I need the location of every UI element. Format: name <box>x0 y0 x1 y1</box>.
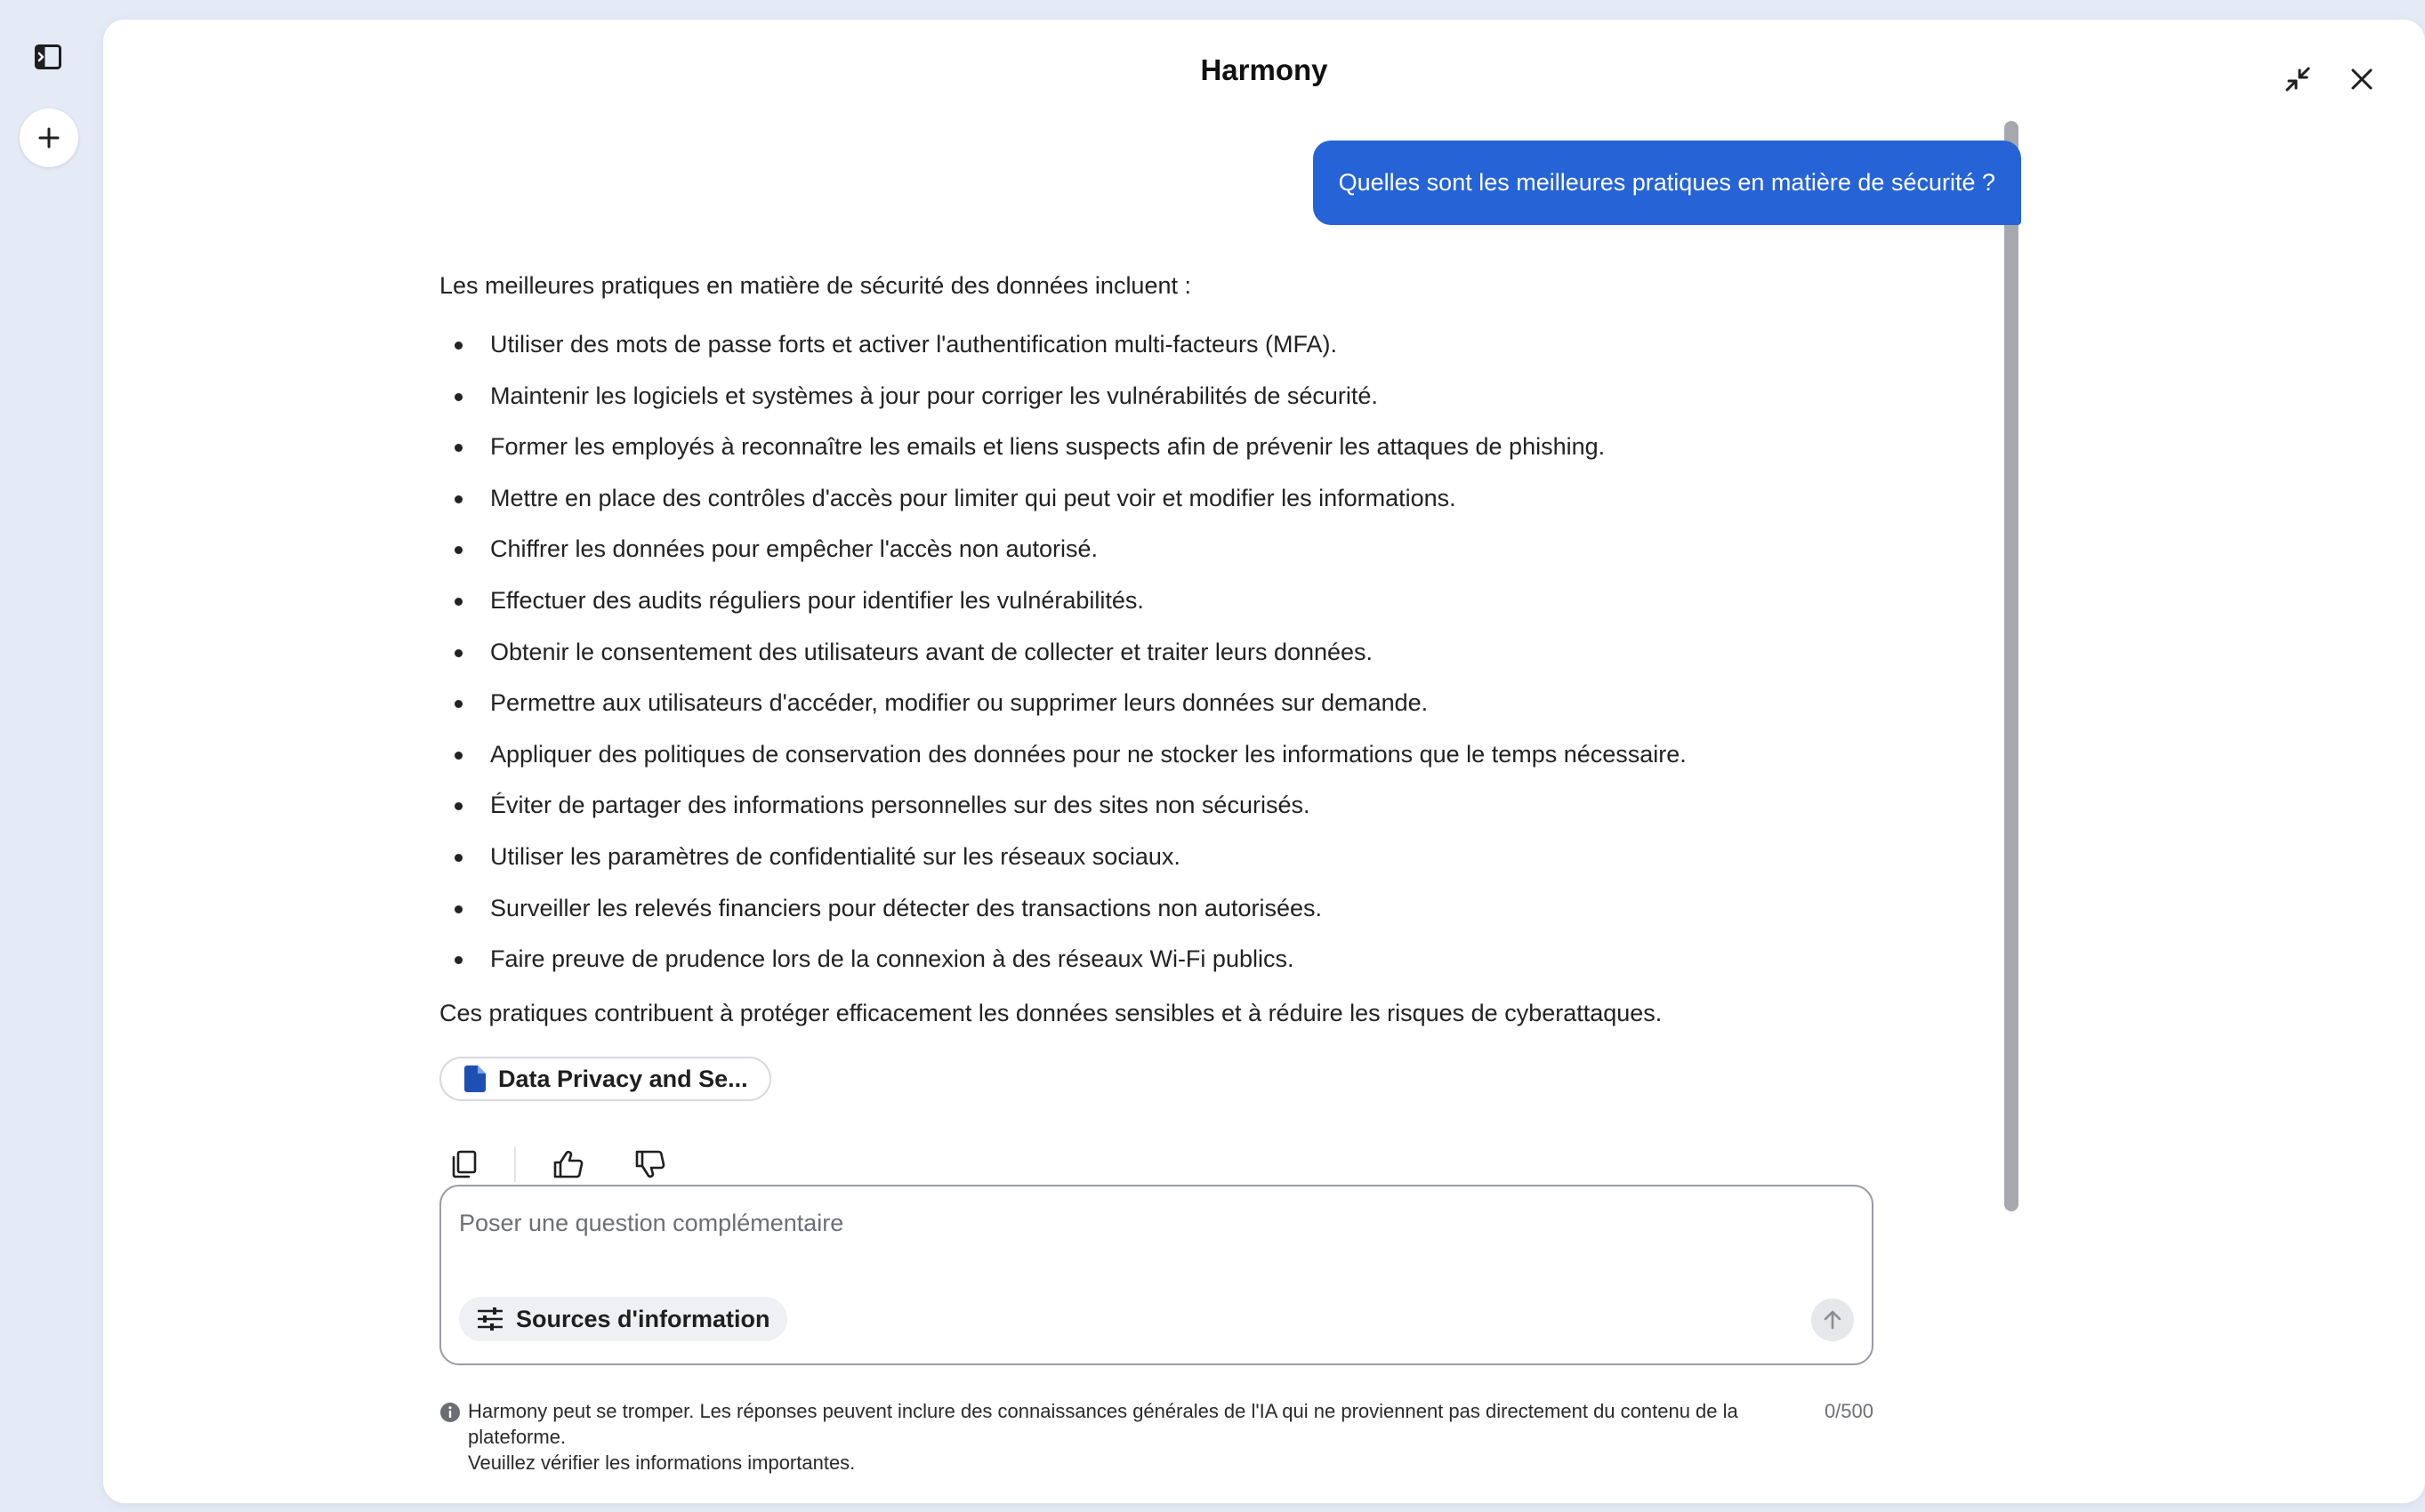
send-button[interactable] <box>1811 1299 1854 1341</box>
follow-up-input[interactable] <box>459 1210 1847 1237</box>
message-actions <box>439 1140 674 1188</box>
page-title: Harmony <box>1200 53 1328 86</box>
list-item: Faire preuve de prudence lors de la connexion à des réseaux Wi-Fi publics. <box>490 934 1907 985</box>
copy-button[interactable] <box>439 1140 487 1188</box>
list-item: Utiliser les paramètres de confidentialité sur les réseaux sociaux. <box>490 832 1907 883</box>
composer <box>439 1185 1873 1365</box>
disclaimer-line: Veuillez vérifier les informations importantes. <box>468 1452 856 1474</box>
answer-intro: Les meilleures pratiques en matière de sécurité des données incluent : <box>439 272 1191 299</box>
document-icon <box>464 1066 486 1092</box>
list-item: Surveiller les relevés financiers pour détecter des transactions non autorisées. <box>490 883 1907 935</box>
thumbs-up-button[interactable] <box>544 1140 592 1188</box>
character-counter: 0/500 <box>1824 1400 1873 1422</box>
list-item: Permettre aux utilisateurs d'accéder, modifier ou supprimer leurs données sur demande. <box>490 678 1907 729</box>
divider <box>514 1146 516 1182</box>
new-chat-button[interactable] <box>20 109 78 167</box>
list-item: Obtenir le consentement des utilisateurs avant de collecter et traiter leurs données. <box>490 627 1907 679</box>
disclaimer-line: Harmony peut se tromper. Les réponses peuvent inclure des connaissances générales de l'IA qui ne proviennent pas directement du contenu de la plateforme. <box>468 1400 1738 1448</box>
thumbs-down-icon <box>635 1150 665 1178</box>
info-icon <box>439 1402 461 1423</box>
sidebar-toggle-button[interactable] <box>32 41 64 73</box>
answer-outro: Ces pratiques contribuent à protéger efficacement les données sensibles et à réduire les risques de cyberattaques. <box>439 999 1663 1026</box>
list-item: Appliquer des politiques de conservation des données pour ne stocker les informations que le temps nécessaire. <box>490 729 1907 781</box>
list-item: Chiffrer les données pour empêcher l'accès non autorisé. <box>490 524 1907 575</box>
scrollbar[interactable] <box>2004 121 2018 1211</box>
close-button[interactable] <box>2341 59 2382 100</box>
thumbs-down-button[interactable] <box>626 1140 674 1188</box>
assistant-answer <box>439 260 1907 1029</box>
source-document-chip[interactable] <box>439 1057 771 1101</box>
list-item: Effectuer des audits réguliers pour identifier les vulnérabilités. <box>490 575 1907 627</box>
sidebar-toggle-icon <box>35 44 61 69</box>
user-message: Quelles sont les meilleures pratiques en matière de sécurité ? <box>1313 141 2021 225</box>
sliders-icon <box>477 1307 504 1331</box>
close-icon <box>2350 68 2373 91</box>
arrow-up-icon <box>1822 1309 1843 1331</box>
list-item: Utiliser des mots de passe forts et activer l'authentification multi-facteurs (MFA). <box>490 319 1907 371</box>
sources-button[interactable] <box>459 1297 787 1341</box>
answer-list <box>439 319 1907 985</box>
list-item: Former les employés à reconnaître les emails et liens suspects afin de prévenir les attaques de phishing. <box>490 422 1907 473</box>
left-rail <box>0 0 103 1512</box>
list-item: Mettre en place des contrôles d'accès pour limiter qui peut voir et modifier les informations. <box>490 473 1907 525</box>
disclaimer-text <box>468 1398 1793 1476</box>
thumbs-up-icon <box>553 1150 584 1178</box>
list-item: Éviter de partager des informations personnelles sur des sites non sécurisés. <box>490 780 1907 832</box>
minimize-icon <box>2284 66 2311 92</box>
plus-icon <box>37 126 60 149</box>
list-item: Maintenir les logiciels et systèmes à jour pour corriger les vulnérabilités de sécurité. <box>490 371 1907 422</box>
sources-button-label: Sources d'information <box>516 1305 770 1332</box>
copy-icon <box>450 1150 477 1178</box>
source-document-label: Data Privacy and Se... <box>498 1065 748 1092</box>
minimize-button[interactable] <box>2277 59 2318 100</box>
